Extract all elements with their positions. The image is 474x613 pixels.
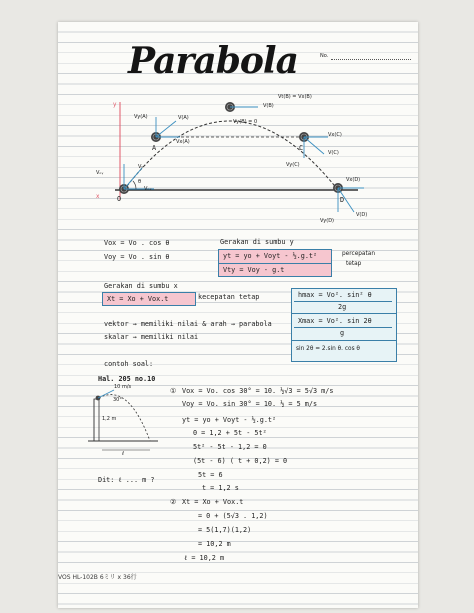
v0x-label: Vₒₓ: [144, 186, 152, 192]
notebook-page: [58, 22, 418, 608]
no-label: No.: [320, 53, 329, 59]
vyd-label: Vy(D): [320, 218, 334, 224]
theta-label: θ: [138, 179, 142, 185]
solution-line: = 5(1,7)(1,2): [198, 526, 252, 534]
angle-label: 30°: [113, 397, 122, 403]
vya-label: Vy(A): [134, 114, 148, 120]
solution-line: Voy = Vo. sin 30° = 10. ½ = 5 m/s: [182, 400, 318, 408]
solution-line: Vox = Vo. cos 30° = 10. ½√3 = 5√3 m/s: [182, 387, 334, 395]
solution-line: 5t = 6: [198, 471, 223, 479]
solution-line: 0 = 1,2 + 5t - 5t²: [193, 429, 267, 437]
vxc-label: Vx(C): [328, 132, 342, 138]
gerakan-x-title: Gerakan di sumbu x: [104, 282, 178, 290]
example-ref: Hal. 205 no.10: [98, 375, 156, 383]
gerakan-y-title: Gerakan di sumbu y: [220, 238, 294, 246]
va-label: V(A): [178, 115, 189, 121]
yt-formula: yt = yo + Voyt - ½.g.t²: [223, 252, 318, 260]
vxa-label: Vx(A): [176, 139, 190, 145]
vtb-label: Vt(B) = Vx(B): [278, 94, 312, 100]
distance-label: ℓ: [122, 451, 125, 457]
vyb-label: Vy(B) = 0: [233, 119, 258, 125]
solution-line: t = 1,2 s: [202, 484, 239, 492]
vox-formula: Vox = Vo . cos θ: [104, 239, 170, 247]
solution-line: yt = yo + Voyt - ½.g.t²: [182, 416, 277, 424]
point-o-label: O: [117, 195, 122, 203]
xmax-num: Xmax = Vo². sin 2θ: [298, 317, 372, 325]
vd-label: V(D): [356, 212, 368, 218]
solution-line: Xt = Xo + Vox.t: [182, 498, 244, 506]
voy-formula: Voy = Vo . sin θ: [104, 253, 170, 261]
y-axis-label: y: [113, 102, 117, 108]
vc-label: V(C): [328, 150, 339, 156]
vxd-label: Vx(D): [346, 177, 361, 183]
solution-line: (5t - 6) ( t + 0,2) = 0: [193, 457, 288, 465]
step-2-number: ②: [170, 498, 177, 506]
v0-label: V₀: [138, 164, 144, 170]
kecepatan-label: kecepatan tetap: [198, 293, 260, 301]
vektor-note: vektor → memiliki nilai & arah → parabola: [104, 320, 272, 328]
percepatan-label: percepatan: [342, 251, 375, 257]
point-d-label: D: [340, 196, 345, 204]
solution-line: = 0 + (5√3 . 1,2): [198, 512, 268, 520]
point-c-label: C: [299, 144, 304, 152]
example-diagram: [58, 22, 418, 608]
solution-line: = 10,2 m: [198, 540, 231, 548]
page-title: Parabola: [128, 40, 298, 82]
hmax-den: 2g: [338, 303, 347, 311]
skalar-note: skalar → memiliki nilai: [104, 333, 199, 341]
ditanya-text: Dit: ℓ ... m ?: [98, 476, 155, 484]
tetap-label: tetap: [346, 261, 362, 267]
xt-formula: Xt = Xo + Vox.t: [107, 295, 169, 303]
vyc-label: Vy(C): [286, 162, 300, 168]
example-title: contoh soal:: [104, 360, 154, 368]
v0y-label: Vₒᵧ: [96, 170, 104, 176]
point-a-label: A: [152, 144, 157, 152]
step-1-number: ①: [170, 387, 177, 395]
speed-label: 10 m/s: [114, 384, 132, 390]
height-label: 1,2 m: [102, 416, 117, 422]
xmax-den: g: [340, 329, 345, 337]
notebook-footer: VOS HL-102B 6ミリ x 36行: [58, 574, 137, 581]
vty-formula: Vty = Voy - g.t: [223, 266, 285, 274]
solution-line: ℓ = 10,2 m: [184, 554, 225, 562]
vb-label: V(B): [263, 103, 274, 109]
hmax-num: hmax = Vo². sin² θ: [298, 291, 372, 299]
solution-line: 5t² - 5t - 1,2 = 0: [193, 443, 267, 451]
sin2-formula: sin 2θ = 2.sin θ. cos θ: [296, 346, 360, 352]
x-axis-label: x: [96, 194, 100, 200]
